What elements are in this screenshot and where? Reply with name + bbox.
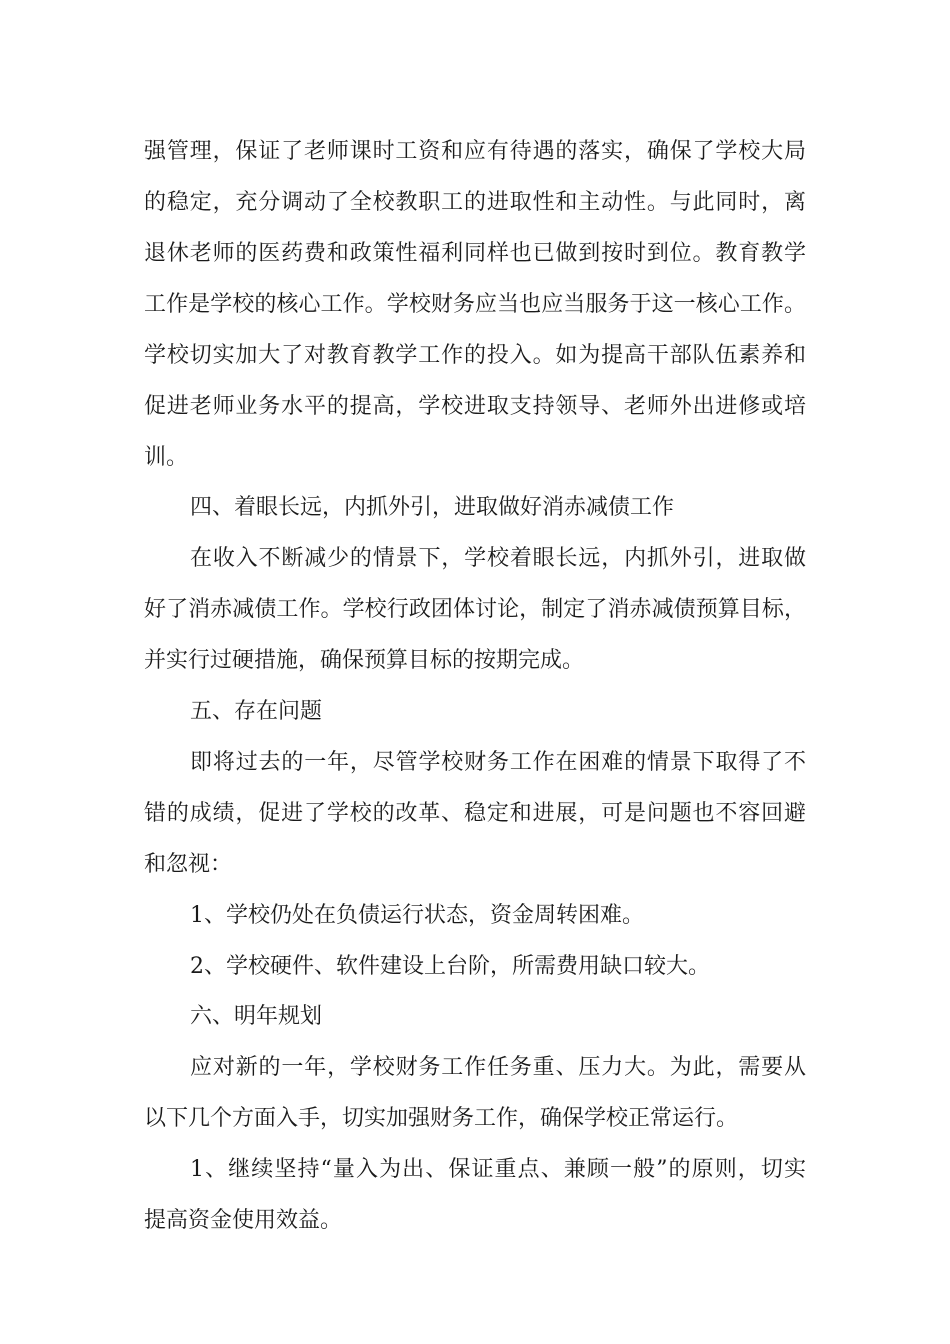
text-line (0, 839, 950, 890)
section-heading-5 (0, 686, 950, 737)
text-line (0, 635, 950, 686)
line-text: 促进老师业务水平的提高，学校进取支持领导、老师外出进修或培 (144, 394, 806, 419)
text-line (0, 126, 950, 177)
line-text: 以下几个方面入手，切实加强财务工作，确保学校正常运行。 (144, 1106, 739, 1131)
line-text: 强管理，保证了老师课时工资和应有待遇的落实，确保了学校大局 (144, 139, 806, 164)
line-text: 和忽视： (144, 852, 233, 877)
line-text: 1、继续坚持“量入为出、保证重点、兼顾一般”的原则，切实 (190, 1157, 806, 1182)
line-text: 学校切实加大了对教育教学工作的投入。如为提高干部队伍素养和 (144, 343, 806, 368)
heading-text: 五、存在问题 (190, 699, 323, 724)
text-line (0, 1042, 950, 1093)
heading-text: 四、着眼长远，内抓外引，进取做好消赤减债工作 (190, 495, 675, 520)
text-line (0, 1093, 950, 1144)
text-line (0, 177, 950, 228)
heading-text: 六、明年规划 (190, 1004, 323, 1029)
line-text: 提高资金使用效益。 (144, 1208, 343, 1233)
line-text: 训。 (144, 445, 189, 470)
line-text: 并实行过硬措施，确保预算目标的按期完成。 (144, 648, 585, 673)
text-line (0, 330, 950, 381)
list-item (0, 890, 950, 941)
line-text: 工作是学校的核心工作。学校财务应当也应当服务于这一核心工作。 (144, 292, 806, 317)
list-item (0, 941, 950, 992)
line-text: 2、学校硬件、软件建设上台阶，所需费用缺口较大。 (190, 954, 710, 979)
section-heading-6 (0, 991, 950, 1042)
text-line (0, 381, 950, 432)
text-line (0, 279, 950, 330)
line-text: 即将过去的一年，尽管学校财务工作在困难的情景下取得了不 (190, 750, 806, 775)
text-line (0, 584, 950, 635)
text-line (0, 533, 950, 584)
line-text: 好了消赤减债工作。学校行政团体讨论，制定了消赤减债预算目标， (144, 597, 806, 622)
list-item (0, 1144, 950, 1195)
text-line (0, 737, 950, 788)
line-text: 退休老师的医药费和政策性福利同样也已做到按时到位。教育教学 (144, 241, 806, 266)
text-line (0, 788, 950, 839)
line-text: 的稳定，充分调动了全校教职工的进取性和主动性。与此同时，离 (144, 190, 806, 215)
text-line (0, 432, 950, 483)
text-line (0, 228, 950, 279)
line-text: 应对新的一年，学校财务工作任务重、压力大。为此，需要从 (190, 1055, 806, 1080)
line-text: 1、学校仍处在负债运行状态，资金周转困难。 (190, 903, 644, 928)
line-text: 在收入不断减少的情景下，学校着眼长远，内抓外引，进取做 (190, 546, 806, 571)
section-heading-4 (0, 482, 950, 533)
line-text: 错的成绩，促进了学校的改革、稳定和进展，可是问题也不容回避 (144, 801, 806, 826)
text-line (0, 1195, 950, 1246)
